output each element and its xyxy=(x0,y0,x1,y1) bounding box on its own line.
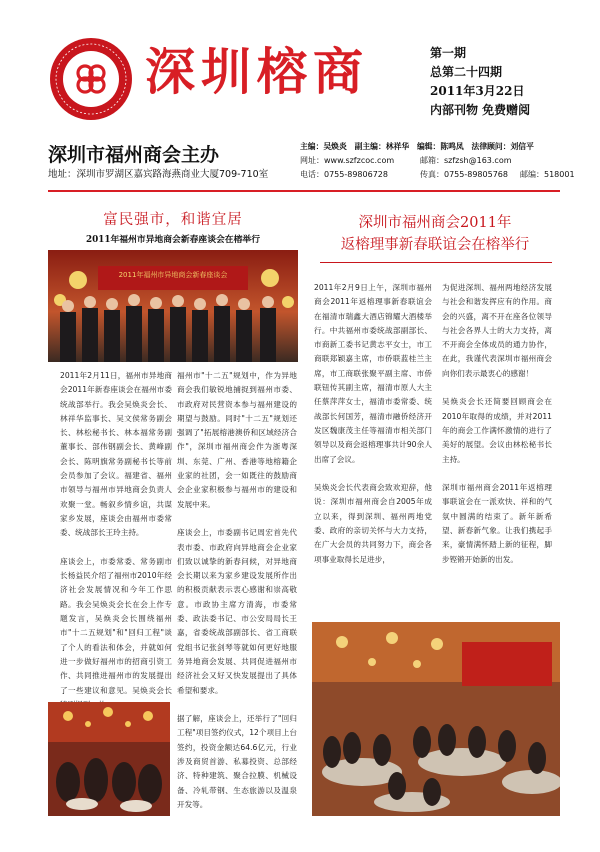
group-photo-image-icon xyxy=(48,250,298,362)
right-article-title-line1: 深圳市福州商会2011年 xyxy=(358,215,512,231)
issue-number: 第一期 xyxy=(430,46,467,60)
left-article-col1: 2011年2月11日，福州市异地商会2011年新春座谈会在福州市委统战部举行。我会吴焕炎会长、林祥华监事长、吴文侯常务副会长、林松秘书长、林本福常务副董事长、部伟钢副会长、黄峰副会长、陈明旗常务副秘书长等前会员参加了会议。福建省、福州市领导与福州市异地商会负责人欢聚一堂。畅叙乡情乡谊，共谋家乡发展，座谈会由福州市委常委、统战部长王玲主持。 座谈会上，市委常委、常务副市长杨益民介绍了福州市2010年经济社会发展情况和今年工作思路。我会吴焕炎会长在会上作专题发言，吴焕炎会长围绕福州市"十二五规划"和"回归工程"谈了个人的看法和体会，并就如何进一步做好福州市的招商引资工作、共同推进福州市的发展提出了一些建议和意见。吴焕炎会长 xyxy=(60,371,172,695)
phone-value: 0755-89806728 xyxy=(324,170,388,179)
organizer-name: 深圳市福州商会主办 xyxy=(48,144,220,166)
fax-value: 0755-89805768 xyxy=(444,170,508,179)
magazine-title: 深圳榕商 xyxy=(145,42,369,101)
banquet-photo-image-icon xyxy=(48,702,170,816)
right-article-title xyxy=(310,212,560,256)
knot-emblem-icon xyxy=(72,60,110,98)
chamber-logo xyxy=(50,38,132,120)
photo-banner-text: 2011年福州市异地商会新春座谈会 xyxy=(118,271,228,279)
right-article-title-line2: 返榕理事新春联谊会在榕举行 xyxy=(340,237,530,253)
masthead-divider xyxy=(48,190,560,192)
issue-date: 2011年3月22日 xyxy=(430,84,525,98)
group-photo xyxy=(48,250,298,362)
right-article-divider xyxy=(320,262,552,263)
venue-photo-image-icon xyxy=(312,622,560,816)
issue-info xyxy=(430,44,530,120)
organizer-address: 地址：深圳市罗湖区嘉宾路海燕商业大厦709-710室 xyxy=(48,169,269,180)
right-article-col1: 2011年2月9日上午，深圳市福州商会2011年返榕理事新春联谊会在福清市瑞鑫大酒店锦耀大酒楼举行。中共福州市委统战部副部长、市商新工委书记黄志平女士，市工商联郑颖嘉主席，市侨联蓝桂兰主席，市工商联张聚平副主席、市侨联钮传其副主席，福清市原人大主任蔡萍萍女士，福清市委常委、统战部长何国芳，福清市融侨经济开发区魏康茂主任等福清市相关部门领导以及商会返榕理事共计90余人出席了会议。 吴焕炎会长代表商会致欢迎辞，他说：深圳市福州商会自2005年成立以来，得到深圳、福州两地党委、政府的亲切关怀与大力支持，在广大会员的共同努力下，商会各项事业取得长足进步， xyxy=(314,283,432,564)
left-article-subtitle: 2011年福州市异地商会新春座谈会在榕举行 xyxy=(85,235,261,245)
postcode-value: 518001 xyxy=(544,170,575,179)
phone-label: 电话： xyxy=(300,170,324,179)
website-link[interactable]: www.szfzcoc.com xyxy=(324,156,395,165)
email-label: 邮箱： xyxy=(420,156,444,165)
left-article-title: 富民强市，和谐宜居 xyxy=(103,212,243,228)
website-label: 网址： xyxy=(300,156,324,165)
banquet-photo xyxy=(48,702,170,816)
issue-total: 总第二十四期 xyxy=(430,65,503,79)
right-article-col2: 为促进深圳、福州两地经济发展与社会和谐发挥应有的作用。商会的兴盛，离不开在座各位领导与社会各界人士的大力支持，离不开商会全体成员的通力协作，在此，我谨代表深圳市福州商会向你们表示最衷心的感谢！ 吴焕炎会长还简要回顾商会在2010年取得的成绩，并对2011年的商会工作满怀激情的进行了美好的展望。会议由林松秘书长主持。 深圳市福州商会2011年返榕理事联谊会在一派欢快、祥和的气氛中圆满的结束了。新年新希望、新春新气象。让我们携起手来，豪情满怀踏上新的征程，脚步铿锵开始新的出发。 xyxy=(442,283,552,564)
fax-label: 传真： xyxy=(420,170,444,179)
issue-note: 内部刊物 免费赠阅 xyxy=(430,103,531,117)
left-article-col2: 福州市"十二五"规划中，作为异地商会我们敏锐地捕捉到福州市委、市政府对民营资本参与福州建设的期望与鼓励。同时"十二五"规划还强调了"拓展榕港澳侨和区域经济合作"，深圳市福州商会作为浙粤深圳、东莞、广州、香港等地榕籍企业家的社团，会一如既往的鼓励商会企业家积极参与福州市的建设和发展中来。 座谈会上，市委副书记周宏首先代表市委、市政府向异地商会企业家们致以诚挚的新春问候，对异地商会长期以来为家乡建设发展所作出的积极贡献表示衷心感谢和崇高敬意。市政协主席方清海，市委常委、政法委书记、市公安局局长王嘉，省委统战部副部长、省工商联党组书记张剑琴等就如何更好地服务异地商会发展、共同促进福州市经济社会又好又快发展提出了具体希望和要求。 据了解，座谈会上，还举行了"回归工程"项目签约仪式，12个项目上台签约，投资金额达64.6亿元，行业涉及商贸首游、私募投资、总部经济、特种建筑、聚合拉膜、机械设备、冷轧带钢、生态旅游以及温泉开发等。 xyxy=(177,371,297,809)
staff-line: 主编：吴焕炎 副主编：林祥华 编辑：陈鸣凤 法律顾问：刘信平 xyxy=(300,142,534,151)
contact-block xyxy=(300,140,575,182)
venue-photo xyxy=(312,622,560,816)
postcode-label: 邮编： xyxy=(520,170,544,179)
email-link[interactable]: szfzsh@163.com xyxy=(444,156,512,165)
